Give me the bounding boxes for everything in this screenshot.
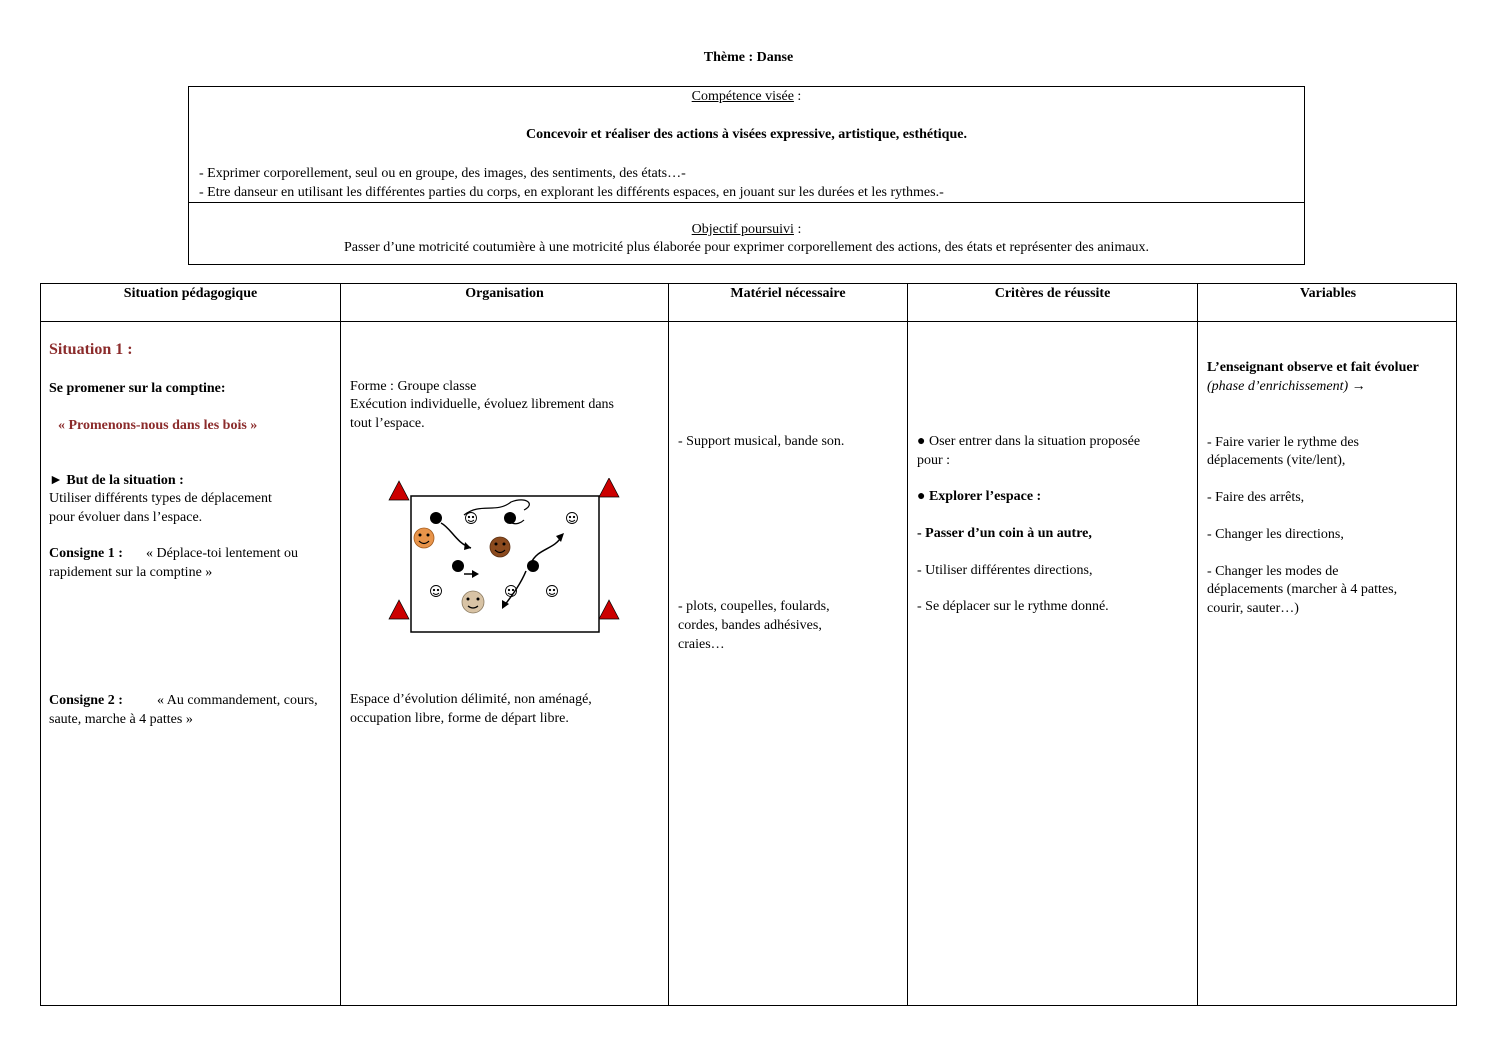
consigne1-text: « Déplace-toi lentement ou (146, 546, 298, 561)
organisation-text: occupation libre, forme de départ libre. (350, 711, 569, 726)
organisation-text: tout l’espace. (350, 416, 425, 431)
objectif-heading: Objectif poursuivi : (691, 222, 802, 237)
but-text: Utiliser différents types de déplacement (49, 491, 272, 506)
variable-item: - Faire des arrêts, (1207, 490, 1305, 505)
smiley-icon (490, 537, 510, 557)
dancer-icon (452, 560, 464, 572)
materiel-item: cordes, bandes adhésives, (678, 618, 822, 633)
header-criteres: Critères de réussite (994, 286, 1111, 301)
critere-text: - Passer d’un coin à un autre, (917, 526, 1092, 541)
critere-text: - Se déplacer sur le rythme donné. (917, 599, 1109, 614)
cone-icon (389, 600, 409, 619)
space-diagram (386, 478, 624, 638)
competence-label: Compétence visée (691, 89, 794, 104)
objectif-box (188, 202, 1305, 265)
variable-item: déplacements (marcher à 4 pattes, (1207, 582, 1398, 597)
cone-icon (599, 478, 619, 497)
variable-item: - Faire varier le rythme des (1207, 435, 1359, 450)
header-divider (41, 321, 1456, 322)
but-text: pour évoluer dans l’espace. (49, 510, 203, 525)
variables-phase: (phase d’enrichissement) → (1207, 379, 1366, 394)
materiel-item: - Support musical, bande son. (678, 434, 845, 449)
but-label: ► But de la situation : (49, 473, 184, 488)
variable-item: - Changer les modes de (1207, 564, 1339, 579)
column-divider (340, 284, 341, 1005)
competence-main: Concevoir et réaliser des actions à visées expressive, artistique, esthétique. (526, 127, 967, 142)
header-situation: Situation pédagogique (123, 286, 258, 301)
header-organisation: Organisation (465, 286, 544, 301)
materiel-item: craies… (678, 637, 725, 652)
organisation-text: Forme : Groupe classe (350, 379, 477, 394)
page-title: Thème : Danse (703, 50, 794, 65)
situation-subtitle: Se promener sur la comptine: (49, 381, 226, 396)
competence-heading: Compétence visée : (691, 89, 802, 104)
variable-item: courir, sauter…) (1207, 601, 1299, 616)
column-divider (907, 284, 908, 1005)
smiley-icon (462, 591, 484, 613)
column-divider (1197, 284, 1198, 1005)
cone-icon (599, 600, 619, 619)
header-variables: Variables (1299, 286, 1357, 301)
cone-icon (389, 481, 409, 500)
consigne1-text: rapidement sur la comptine » (49, 565, 213, 580)
dancer-icon (527, 560, 539, 572)
song-title: « Promenons-nous dans les bois » (58, 418, 258, 433)
materiel-item: - plots, coupelles, foulards, (678, 599, 830, 614)
competence-box (188, 86, 1305, 203)
variable-item: déplacements (vite/lent), (1207, 453, 1346, 468)
critere-text: ● Oser entrer dans la situation proposée (917, 434, 1141, 449)
critere-text: - Utiliser différentes directions, (917, 563, 1093, 578)
variable-item: - Changer les directions, (1207, 527, 1344, 542)
consigne1-label: Consigne 1 : (49, 546, 123, 561)
critere-text: ● Explorer l’espace : (917, 489, 1042, 504)
competence-bullet: - Exprimer corporellement, seul ou en groupe, des images, des sentiments, des états…- (199, 166, 686, 181)
header-materiel: Matériel nécessaire (730, 286, 846, 301)
critere-text: pour : (917, 453, 951, 468)
organisation-text: Espace d’évolution délimité, non aménagé, (350, 692, 592, 707)
objectif-label: Objectif poursuivi (691, 222, 794, 237)
dancer-icon (430, 512, 442, 524)
dancer-icon (504, 512, 516, 524)
competence-bullet: - Etre danseur en utilisant les différentes parties du corps, en explorant les différents espaces, en jouant sur les durées et les rythmes.- (199, 185, 944, 200)
consigne2-label: Consigne 2 : (49, 693, 123, 708)
variables-intro: L’enseignant observe et fait évoluer (1207, 360, 1419, 375)
consigne2-text: « Au commandement, cours, (157, 693, 318, 708)
objectif-text: Passer d’une motricité coutumière à une motricité plus élaborée pour exprimer corporellement des actions, des états et représenter des animaux. (343, 240, 1150, 255)
column-divider (668, 284, 669, 1005)
consigne2-text: saute, marche à 4 pattes » (49, 712, 193, 727)
organisation-text: Exécution individuelle, évoluez librement dans (350, 397, 614, 412)
smiley-icon (414, 528, 434, 548)
situation-title: Situation 1 : (49, 341, 133, 358)
